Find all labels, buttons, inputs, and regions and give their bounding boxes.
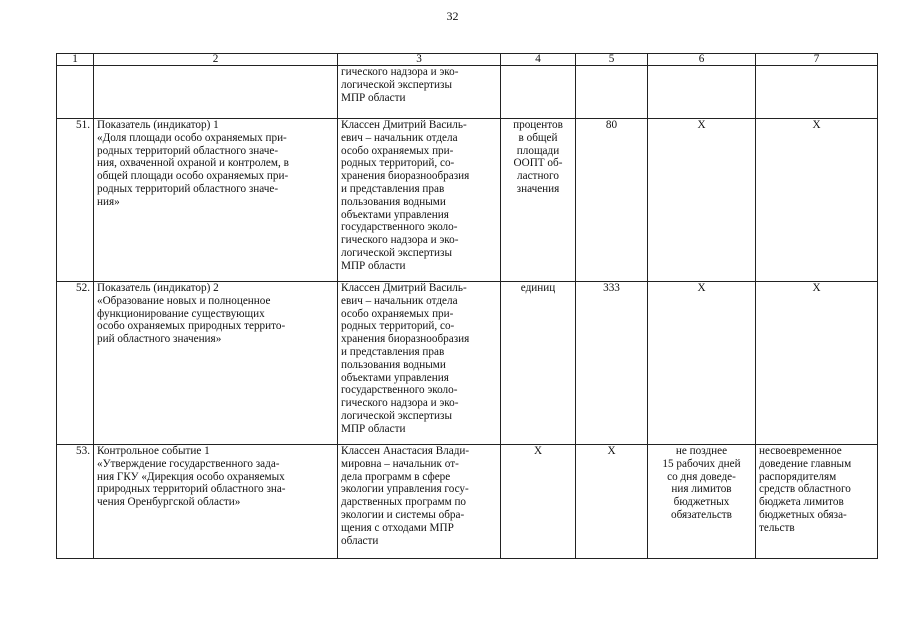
unit-of-measure: единиц	[501, 282, 576, 445]
row-number: 53.	[57, 445, 94, 559]
responsible-person: Классен Дмитрий Василь- евич – начальник отдела особо охраняемых при- родных территорий, со- хранения биоразнообразия и представления прав пользования водными объектами управления государственного эколо- гического надзора и эко- логической экспертизы МПР области	[338, 282, 501, 445]
column-header: 3	[338, 54, 501, 66]
risk: X	[756, 282, 878, 445]
risk	[756, 66, 878, 119]
deadline: X	[648, 119, 756, 282]
indicator-name: Контрольное событие 1 «Утверждение государственного зада- ния ГКУ «Дирекция особо охраняемых природных территорий областного зна- чения Оренбургской области»	[94, 445, 338, 559]
row-number: 51.	[57, 119, 94, 282]
target-value: 333	[576, 282, 648, 445]
row-number	[57, 66, 94, 119]
responsible-person: гического надзора и эко- логической экспертизы МПР области	[338, 66, 501, 119]
responsible-person: Классен Анастасия Влади- мировна – начальник от- дела программ в сфере экологии управления госу- дарственных программ по экологии и системы обра- щения с отходами МПР области	[338, 445, 501, 559]
target-value: X	[576, 445, 648, 559]
row-number: 52.	[57, 282, 94, 445]
target-value	[576, 66, 648, 119]
column-header: 7	[756, 54, 878, 66]
unit-of-measure	[501, 66, 576, 119]
page-number: 32	[446, 9, 459, 23]
indicator-name	[94, 66, 338, 119]
column-header: 4	[501, 54, 576, 66]
table-row	[57, 119, 878, 282]
responsible-person: Классен Дмитрий Василь- евич – начальник отдела особо охраняемых при- родных территорий, со- хранения биоразнообразия и представления прав пользования водными объектами управления государственного эколо- гического надзора и эко- логической экспертизы МПР области	[338, 119, 501, 282]
table-row	[57, 445, 878, 559]
risk: несвоевременное доведение главным распорядителям средств областного бюджета лимитов бюджетных обяза- тельств	[756, 445, 878, 559]
column-header: 5	[576, 54, 648, 66]
column-header: 1	[57, 54, 94, 66]
unit-of-measure: X	[501, 445, 576, 559]
indicator-name: Показатель (индикатор) 2 «Образование новых и полноценное функционирование существующих особо охраняемых природных террито- рий областного значения»	[94, 282, 338, 445]
target-value: 80	[576, 119, 648, 282]
deadline	[648, 66, 756, 119]
risk: X	[756, 119, 878, 282]
column-header: 6	[648, 54, 756, 66]
deadline: X	[648, 282, 756, 445]
column-number-row	[57, 54, 878, 66]
indicator-name: Показатель (индикатор) 1 «Доля площади особо охраняемых при- родных территорий областного значе- ния, охваченной охраной и контролем, в общей площади особо охраняемых при- родных территорий областного значе- ния»	[94, 119, 338, 282]
table-row	[57, 66, 878, 119]
plan-table	[56, 53, 878, 559]
deadline: не позднее 15 рабочих дней со дня доведе- ния лимитов бюджетных обязательств	[648, 445, 756, 559]
column-header: 2	[94, 54, 338, 66]
table-row	[57, 282, 878, 445]
unit-of-measure: процентов в общей площади ООПТ об- ластного значения	[501, 119, 576, 282]
